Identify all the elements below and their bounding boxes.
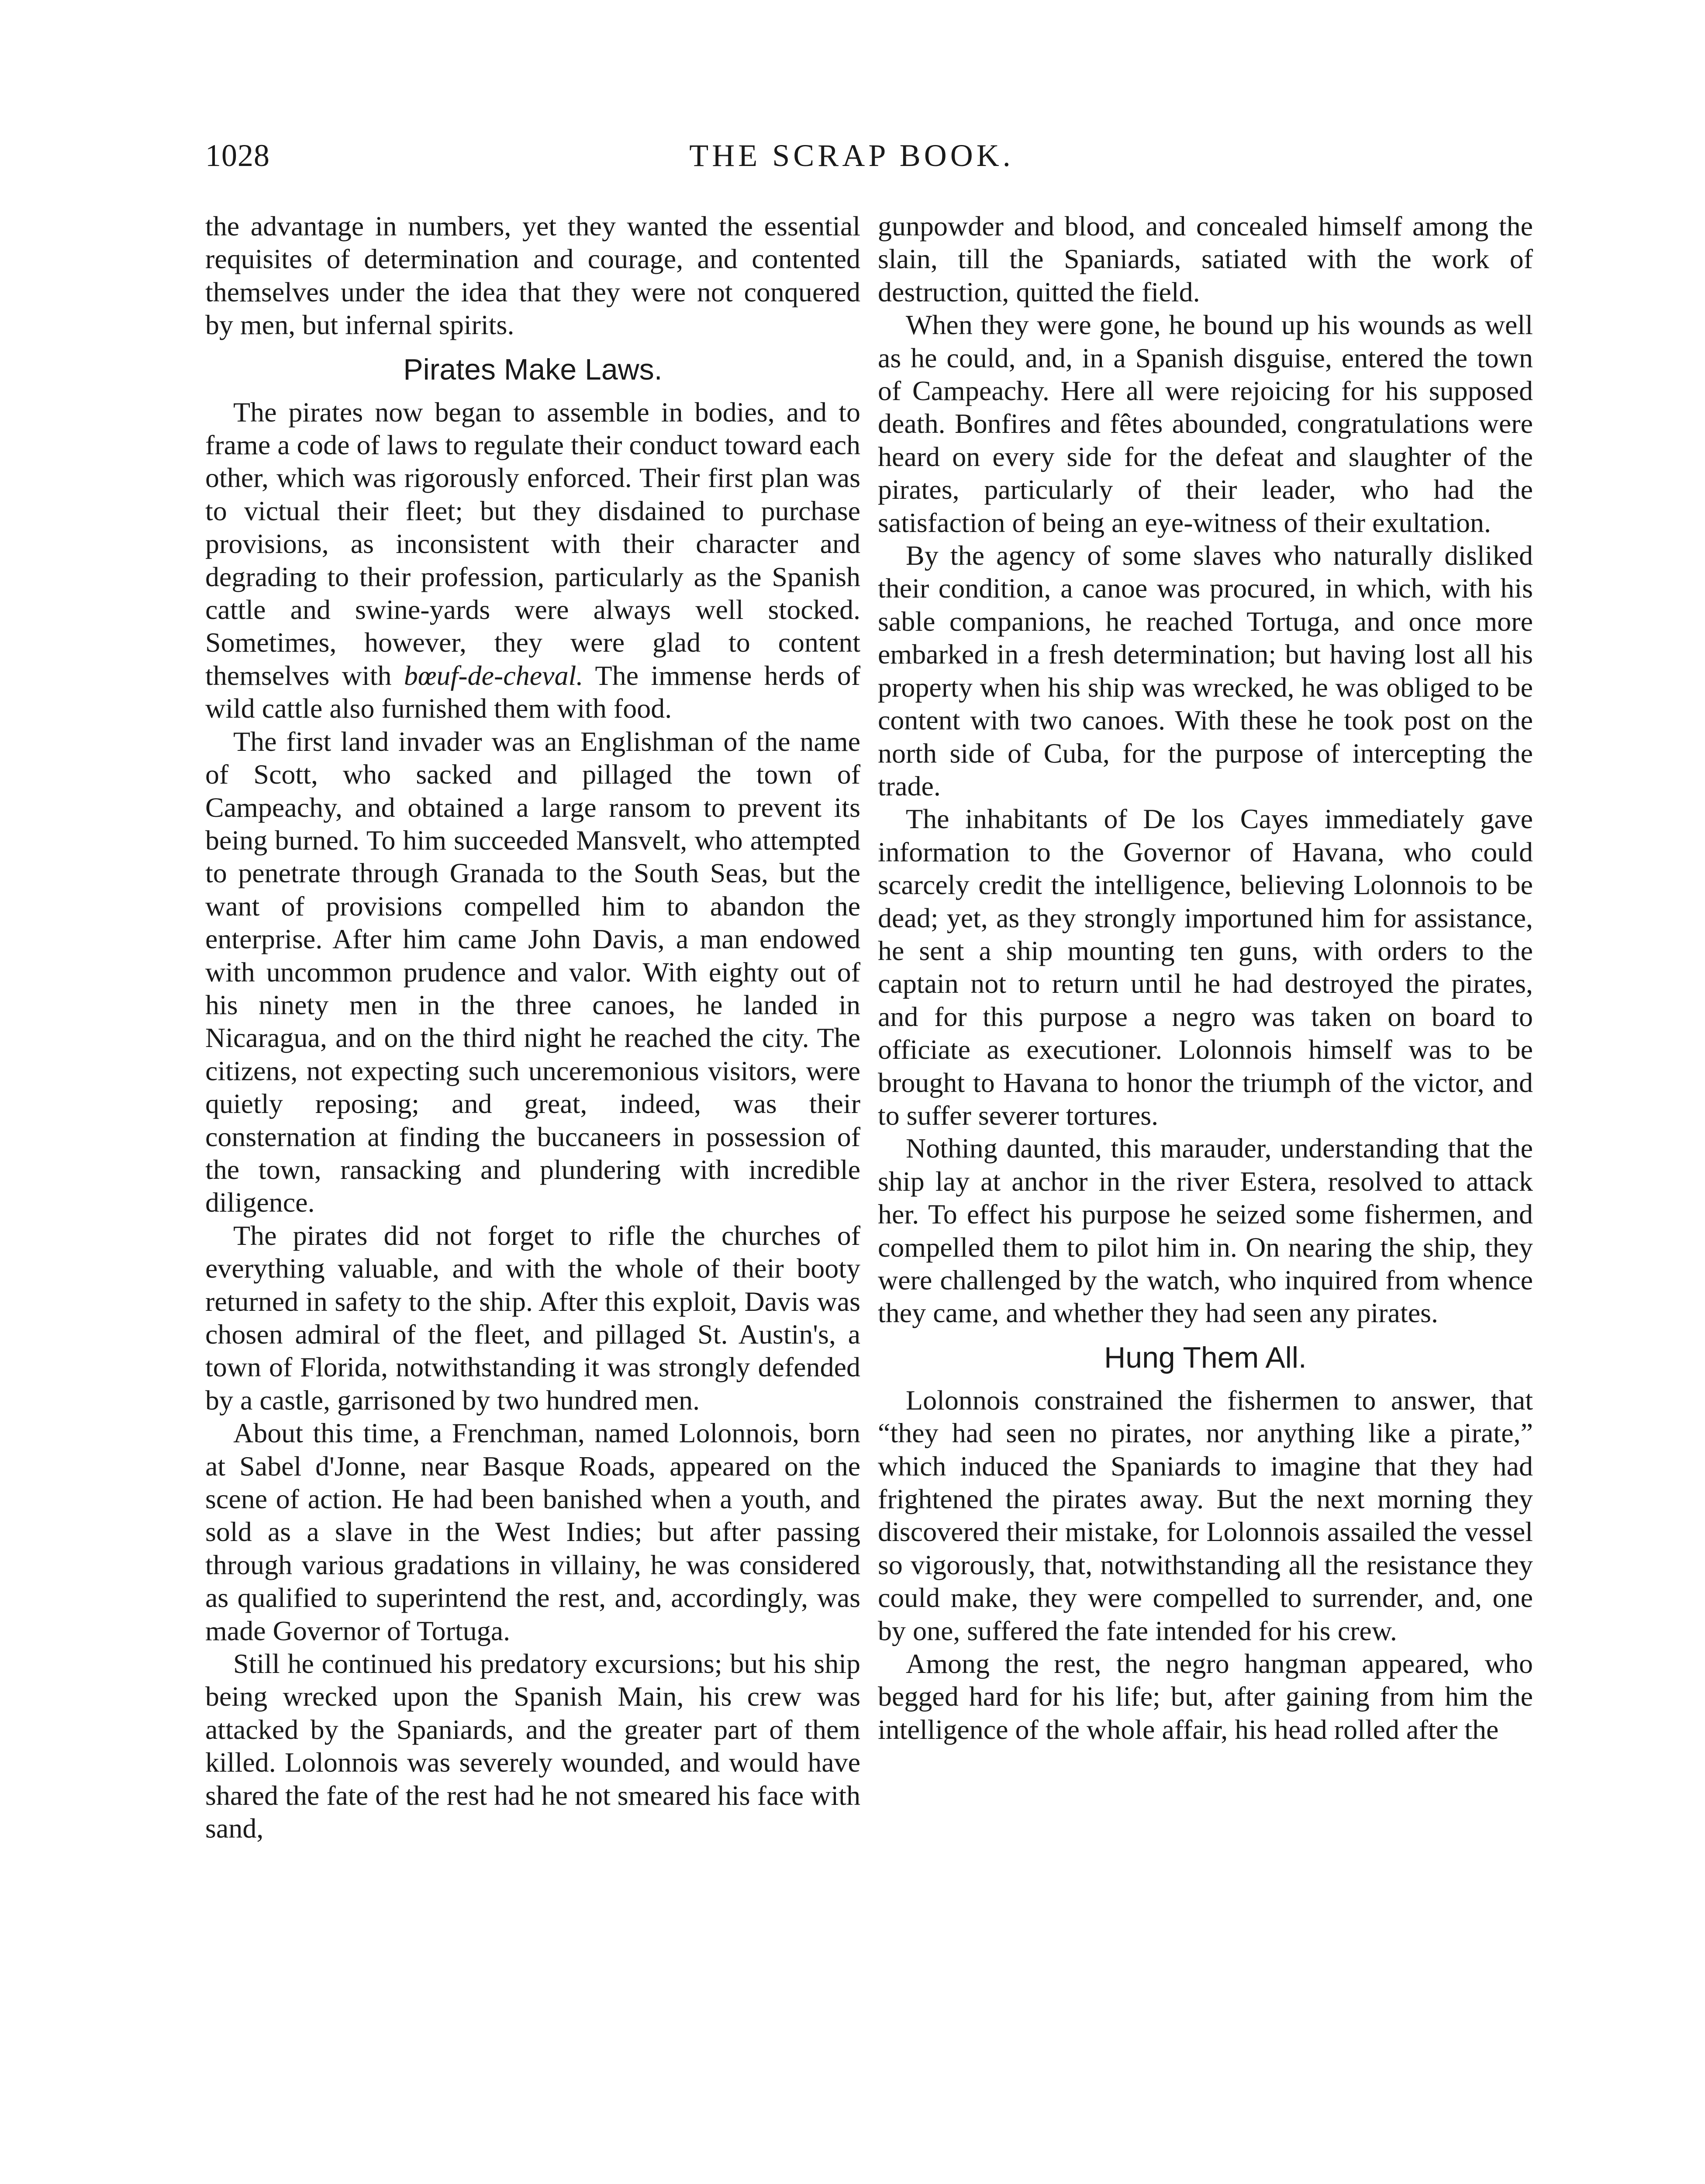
paragraph: By the agency of some slaves who naturally disliked their condition, a canoe was procured, in which, with his sable companions, he reached Tortuga, and once more embarked in a fresh determination; but having lost all his property when his ship was wrecked, he was obliged to be content with two canoes. With these he took post on the north side of Cuba, for the purpose of intercepting the trade. (878, 540, 1533, 802)
paragraph: About this time, a Frenchman, named Lolonnois, born at Sabel d'Jonne, near Basque Roads, appeared on the scene of action. He had been banished when a youth, and sold as a slave in the West Indies; but after passing through various gradations in villainy, he was considered as qualified to superintend the rest, and, accordingly, was made Governor of Tortuga. (205, 1417, 860, 1646)
paragraph: gunpowder and blood, and concealed himself among the slain, till the Spaniards, satiated with the work of destruction, quitted the field. (878, 211, 1533, 308)
left-column (205, 210, 860, 1845)
paragraph: the advantage in numbers, yet they wanted the essential requisites of determination and courage, and contented themselves under the idea that they were not conquered by men, but infernal spirits. (205, 211, 860, 341)
paragraph: Still he continued his predatory excursions; but his ship being wrecked upon the Spanish Main, his crew was attacked by the Spaniards, and the greater part of them killed. Lolonnois was severely wounded, and would have shared the fate of the rest had he not smeared his face with sand, (205, 1648, 860, 1844)
section-heading: Pirates Make Laws. (403, 352, 663, 386)
italic-phrase: bœuf-de-cheval. (404, 660, 583, 691)
paragraph: When they were gone, he bound up his wounds as well as he could, and, in a Spanish disguise, entered the town of Campeachy. Here all were rejoicing for his supposed death. Bonfires and fêtes abounded, congratulations were heard on every side for the defeat and slaughter of the pirates, particularly of their leader, who had the satisfaction of being an eye-witness of their exultation. (878, 309, 1533, 538)
paragraph-text: The immense herds of wild cattle also furnished them with food. (205, 660, 861, 724)
paragraph: The pirates did not forget to rifle the churches of everything valuable, and with the whole of their booty returned in safety to the ship. After this exploit, Davis was chosen admiral of the fleet, and pillaged St. Austin's, a town of Florida, notwithstanding it was strongly defended by a castle, garrisoned by two hundred men. (205, 1220, 860, 1416)
section-heading: Hung Them All. (1104, 1341, 1307, 1374)
right-column (878, 210, 1533, 1746)
paragraph (205, 396, 860, 725)
paragraph: The first land invader was an Englishman of the name of Scott, who sacked and pillaged the town of Campeachy, and obtained a large ransom to prevent its being burned. To him succeeded Mansvelt, who attempted to penetrate through Granada to the South Seas, but the want of provisions compelled him to abandon the enterprise. After him came John Davis, a man endowed with uncommon prudence and valor. With eighty out of his ninety men in the three canoes, he landed in Nicaragua, and on the third night he reached the city. The citizens, not expecting such unceremonious visitors, were quietly reposing; and great, indeed, was their consternation at finding the buccaneers in possession of the town, ransacking and plundering with incredible diligence. (205, 726, 860, 1218)
running-title: THE SCRAP BOOK. (689, 138, 1014, 173)
paragraph-text: The pirates now began to assemble in bodies, and to frame a code of laws to regulate their conduct toward each other, which was rigorously enforced. Their first plan was to victual their fleet; but they disdained to purchase provisions, as inconsistent with their character and degrading to their profession, particularly as the Spanish cattle and swine-yards were always well stocked. Sometimes, however, they were glad to content themselves with (205, 396, 860, 691)
paragraph: Nothing daunted, this marauder, understanding that the ship lay at anchor in the river Estera, resolved to attack her. To effect his purpose he seized some fishermen, and compelled them to pilot him in. On nearing the ship, they were challenged by the watch, who inquired from whence they came, and whether they had seen any pirates. (878, 1133, 1533, 1329)
paragraph: Lolonnois constrained the fishermen to answer, that “they had seen no pirates, nor anything like a pirate,” which induced the Spaniards to imagine that they had frightened the pirates away. But the next morning they discovered their mistake, for Lolonnois assailed the vessel so vigorously, that, notwithstanding all the resistance they could make, they were compelled to surrender, and, one by one, suffered the fate intended for his crew. (878, 1384, 1533, 1646)
paragraph: The inhabitants of De los Cayes immediately gave information to the Governor of Havana, who could scarcely credit the intelligence, believing Lolonnois to be dead; yet, as they strongly importuned him for assistance, he sent a ship mounting ten guns, with orders to the captain not to return until he had destroyed the pirates, and for this purpose a negro was taken on board to officiate as executioner. Lolonnois himself was to be brought to Havana to honor the triumph of the victor, and to suffer severer tortures. (878, 803, 1533, 1131)
paragraph: Among the rest, the negro hangman appeared, who begged hard for his life; but, after gaining from him the intelligence of the whole affair, his head rolled after the (878, 1648, 1533, 1745)
page-number: 1028 (205, 138, 270, 173)
